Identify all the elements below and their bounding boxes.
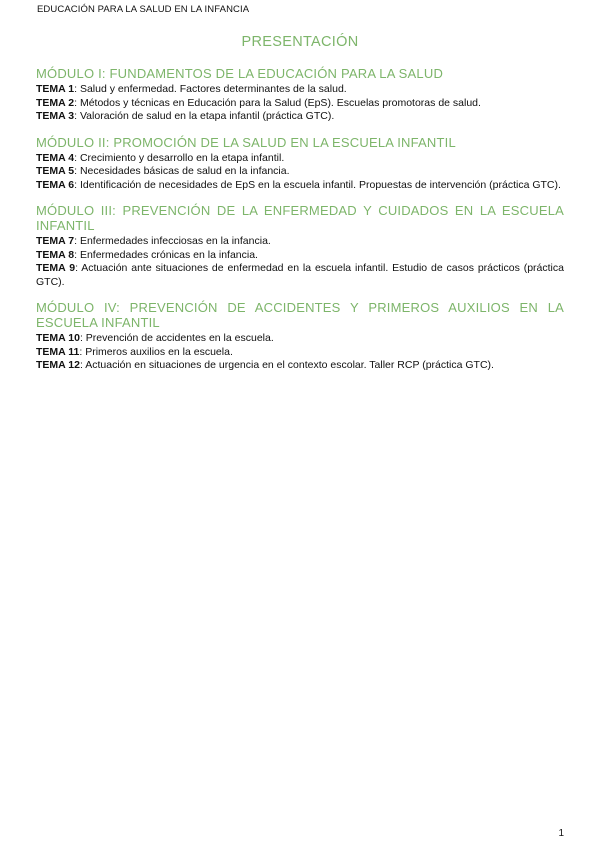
topic-text: : Necesidades básicas de salud en la infancia. (74, 165, 290, 177)
topic-item (36, 179, 564, 193)
topic-label: TEMA 4 (36, 151, 75, 164)
topic-label: TEMA 6 (36, 178, 75, 191)
page-number: 1 (558, 828, 564, 839)
syllabus-content (36, 66, 564, 384)
module-title: MÓDULO III: PREVENCIÓN DE LA ENFERMEDAD Y CUIDADOS EN LA ESCUELA INFANTIL (36, 203, 564, 233)
topic-text: : Prevención de accidentes en la escuela. (79, 332, 274, 344)
topic-item (36, 83, 564, 97)
module-title: MÓDULO I: FUNDAMENTOS DE LA EDUCACIÓN PARA LA SALUD (36, 66, 444, 81)
topic-item (36, 235, 564, 249)
topic-label: TEMA 12 (36, 359, 80, 371)
module-4 (36, 300, 564, 373)
module-2 (36, 135, 564, 193)
topic-text: : Primeros auxilios en la escuela. (79, 345, 233, 358)
topic-item (36, 97, 564, 111)
page-title: PRESENTACIÓN (241, 34, 359, 50)
topic-label: TEMA 2 (36, 96, 75, 109)
topic-label: TEMA 1 (36, 83, 75, 95)
topic-label: TEMA 11 (36, 345, 80, 358)
topic-text: : Salud y enfermedad. Factores determinantes de la salud. (74, 83, 347, 95)
topic-text: : Crecimiento y desarrollo en la etapa infantil. (74, 151, 285, 164)
topic-item (36, 332, 564, 346)
topic-text: : Enfermedades crónicas en la infancia. (74, 248, 258, 261)
topic-label: TEMA 9 (36, 262, 76, 274)
topic-item (36, 359, 564, 373)
topic-text: : Actuación en situaciones de urgencia en el contexto escolar. Taller RCP (práctica GTC). (79, 359, 494, 371)
topic-text: : Valoración de salud en la etapa infantil (práctica GTC). (74, 110, 335, 122)
module-3 (36, 203, 564, 289)
topic-label: TEMA 3 (36, 110, 75, 122)
running-header: EDUCACIÓN PARA LA SALUD EN LA INFANCIA (37, 4, 250, 15)
topic-label: TEMA 10 (36, 332, 80, 344)
topic-label: TEMA 5 (36, 165, 75, 177)
topic-text: : Enfermedades infecciosas en la infancia. (74, 235, 271, 247)
topic-item (36, 262, 564, 289)
topic-text: : Actuación ante situaciones de enfermedad en la escuela infantil. Estudio de casos prácticos (práctica GTC). (36, 262, 564, 288)
topic-item (36, 346, 564, 360)
topic-text: : Identificación de necesidades de EpS en la escuela infantil. Propuestas de intervención (práctica GTC). (74, 178, 561, 191)
topic-item (36, 249, 564, 263)
topic-item (36, 152, 564, 166)
module-title: MÓDULO IV: PREVENCIÓN DE ACCIDENTES Y PRIMEROS AUXILIOS EN LA ESCUELA INFANTIL (36, 300, 564, 330)
topic-text: : Métodos y técnicas en Educación para la Salud (EpS). Escuelas promotoras de salud. (74, 96, 481, 109)
module-1 (36, 66, 564, 124)
topic-item (36, 165, 564, 179)
topic-label: TEMA 7 (36, 235, 75, 247)
topic-label: TEMA 8 (36, 248, 75, 261)
topic-item (36, 110, 564, 124)
module-title: MÓDULO II: PROMOCIÓN DE LA SALUD EN LA ESCUELA INFANTIL (36, 134, 456, 150)
